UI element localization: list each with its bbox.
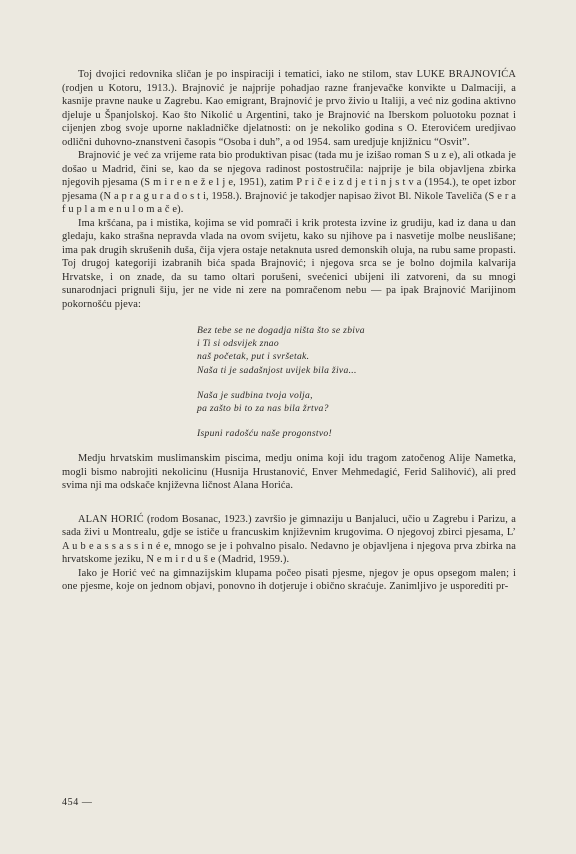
poem-line: Ispuni radošću naše progonstvo! (197, 428, 332, 440)
page-text (62, 68, 516, 594)
poem-quote (197, 324, 516, 440)
paragraph-muslim-writers: Medju hrvatskim muslimanskim piscima, medju onima koji idu tragom zatočenog Alije Nametka, mogli bismo nabrojiti nekolicinu (Husnija Hrustanović, Enver Mehmedagić, Ferid Salihović), ali pred svima nji ma odskače književna ličnost Alana Horića. (62, 453, 516, 492)
poem-stanza (197, 324, 516, 377)
paragraph-horic-intro: ALAN HORIĆ (rodom Bosanac, 1923.) završio je gimnaziju u Banjaluci, učio u Zagrebu i Parizu, a sada živi u Montrealu, gdje se ističe u francuskim književnim krugovima. O njegovoj zbirci pjesama, L’ A u b e a s s a s s i n é e, mnogo se je i pohvalno pisalo. Nedavno je objavljena i njegova prva zbirka na hrvatskome jeziku, N e m i r d u š e (Madrid, 1959.). (62, 513, 516, 566)
paragraph-brajnovic-intro: Toj dvojici redovnika sličan je po inspiraciji i tematici, iako ne stilom, stav LUKE BRAJNOVIĆA (rodjen u Kotoru, 1913.). Brajnović je najprije pohadjao razne franjevačke konvikte u Dalmaciji, a kasnije pravne nauke u Zagrebu. Kao emigrant, Brajnović je prvo živio u Italiji, a već niz godina aktivno djeluje u Španjolskoj. Kao što Nikolić u Argentini, tako je Brajnović na Iberskom poluotoku poznat i cijenjen zbog svoje uporne nakladničke djelatnosti: on je nekoliko godina s O. Eterovićem uredjivao odlični duhovno-znanstveni časopis “Osoba i duh”, a od 1954. sam uredjuje knjižnicu “Osvit”. (62, 69, 516, 148)
poem-line: i Ti si odsvijek znao (197, 338, 279, 350)
poem-stanza (197, 389, 516, 415)
poem-line: pa zašto bi to za nas bila žrtva? (197, 403, 329, 415)
poem-line: Naša je sudbina tvoja volja, (197, 389, 313, 401)
paragraph-brajnovic-works: Brajnović je već za vrijeme rata bio produktivan pisac (tada mu je izišao roman S u z e), ali otkada je došao u Madrid, čini se, kao da se njegova radinost postostručila: najprije je bila objavljena zbirka njegovih pjesama (S m i r e n e ž e l j e, 1951), zatim P r i č e i z d j e t i n j s t v a (1954.), te opet izbor pjesama (N a p r a g u r a d o s t i, 1958.). Brajnović je takodjer napisao život Bl. Nikole Taveliča (S e r a f u p l a m e n u l o m a č e). (62, 150, 516, 215)
poem-line: Bez tebe se ne dogadja ništa što se zbiva (197, 325, 365, 336)
page-number: 454 — (62, 797, 93, 808)
poem-line: naš početak, put i svršetak. (197, 351, 310, 363)
poem-line: Naša ti je sadašnjost uvijek bila živa... (197, 364, 357, 376)
paragraph-christians: Ima kršćana, pa i mistika, kojima se vid pomrači i krik protesta izvine iz grudiju, kad iz dana u dan gledaju, kako strašna nepravda vlada na ovom svijetu, kako su njihove pa i nasvetije molbe neuslišane; ima pak drugih skrušenih duša, čija vjera ostaje netaknuta usred demonskih oluja, na rubu same propasti. Toj drugoj kategoriji izabranih bića spada Brajnović; i njegova srca se je bolno dojmila kalvarija Hrvatske, i on znade, da su tamo oltari porušeni, svećenici ubijeni ili zatvoreni, da su mnogi sunarodnjaci prignuli šiju, jer ne vide ni zere na pomračenom nebu — pa ipak Brajnović Marijinom pokornošću pjeva: (62, 217, 516, 310)
poem-stanza (197, 427, 516, 440)
paragraph-horic-opus: Iako je Horić već na gimnazijskim klupama počeo pisati pjesme, njegov je opus opsegom malen; i one pjesme, koje on jednom objavi, ponovno ih dotjeruje i obično skraćuje. Zanimljivo je usporediti pr- (62, 567, 516, 593)
